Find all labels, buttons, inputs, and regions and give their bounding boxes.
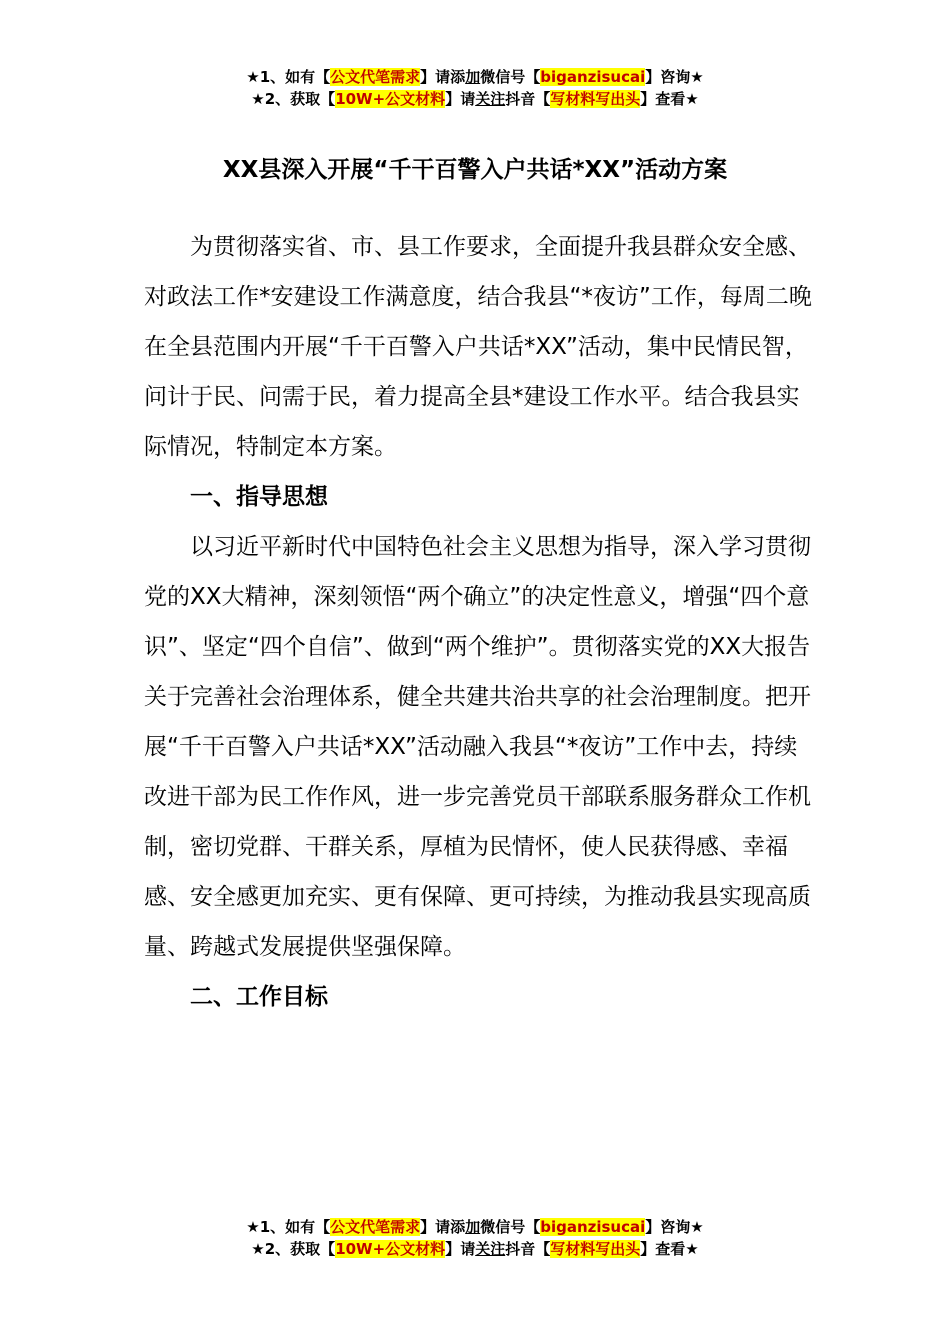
banner-text: 】查看★ [640,90,699,108]
section-heading: 一、指导思想 [190,484,328,510]
banner-text: 抖音【 [505,90,551,108]
banner-text: 微信号【 [480,1218,541,1236]
banner-highlight: biganzisucai [540,68,646,86]
banner-text: ★2、获取【 [251,90,336,108]
banner-text: 】请添 [420,68,466,86]
banner-line-1 [0,1216,950,1238]
banner-text: 】咨询★ [645,68,704,86]
banner-text: 】咨询★ [645,1218,704,1236]
banner-underline: 关注 [475,1240,506,1258]
banner-text: 抖音【 [505,1240,551,1258]
banner-highlight: 10W+公文材料 [335,1240,446,1258]
document-title: XX县深入开展“千干百警入户共话*XX”活动方案 [222,157,728,183]
banner-highlight: 写材料写出头 [550,1240,641,1258]
banner-highlight: biganzisucai [540,1218,646,1236]
banner-line-1 [0,66,950,88]
section-paragraph: 以习近平新时代中国特色社会主义思想为指导，深入学习贯彻党的XX大精神，深刻领悟“两个确立”的决定性意义，增强“四个意识”、坚定“四个自信”、做到“两个维护”。贯彻落实党的XX大报告关于完善社会治理体系，健全共建共治共享的社会治理制度。把开展“千干百警入户共话*XX”活动融入我县“*夜访”工作中去，持续改进干部为民工作作风，进一步完善党员干部联系服务群众工作机制，密切党群、干群关系，厚植为民情怀，使人民获得感、幸福感、安全感更加充实、更有保障、更可持续，为推动我县实现高质量、跨越式发展提供坚强保障。 [144,534,811,960]
banner-text: 】请 [445,1240,476,1258]
banner-text: ★1、如有【 [246,68,331,86]
banner-text: 】查看★ [640,1240,699,1258]
banner-highlight: 公文代笔需求 [330,68,421,86]
intro-paragraph: 为贯彻落实省、市、县工作要求，全面提升我县群众安全感、对政法工作*安建设工作满意度，结合我县“*夜访”工作，每周二晚在全县范围内开展“千干百警入户共话*XX”活动，集中民情民智，问计于民、问需于民，着力提高全县*建设工作水平。结合我县实际情况，特制定本方案。 [144,234,812,460]
banner-highlight: 10W+公文材料 [335,90,446,108]
banner-line-2 [0,88,950,110]
banner-underline: 加 [465,1218,481,1236]
banner-text: ★1、如有【 [246,1218,331,1236]
banner-highlight: 公文代笔需求 [330,1218,421,1236]
banner-text: 】请添 [420,1218,466,1236]
banner-line-2 [0,1238,950,1260]
banner-text: 微信号【 [480,68,541,86]
header-banner [0,66,950,110]
banner-highlight: 写材料写出头 [550,90,641,108]
banner-text: ★2、获取【 [251,1240,336,1258]
footer-banner [0,1216,950,1260]
banner-underline: 关注 [475,90,506,108]
section-heading: 二、工作目标 [190,984,328,1010]
document-body [144,222,814,1022]
banner-text: 】请 [445,90,476,108]
banner-underline: 加 [465,68,481,86]
